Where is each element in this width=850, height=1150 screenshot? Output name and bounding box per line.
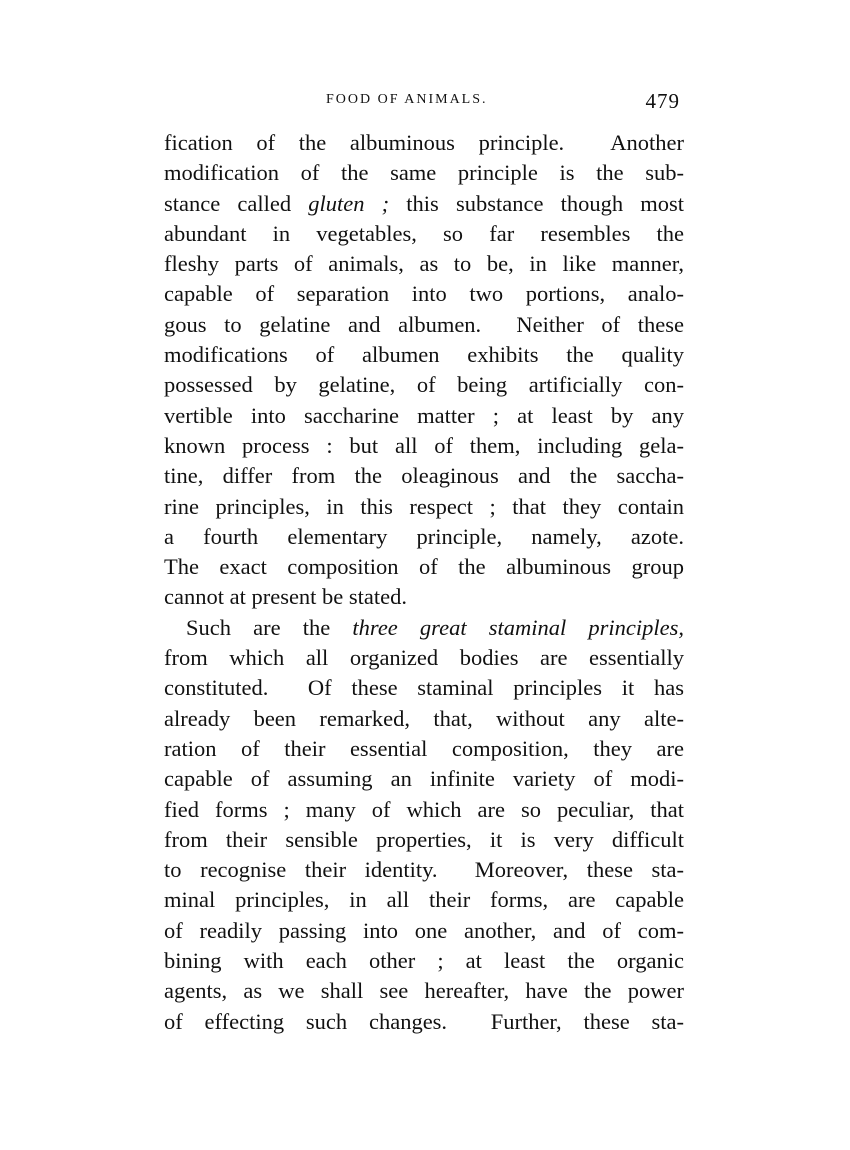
text-line (164, 855, 684, 885)
italic-text: three great staminal principles, (352, 614, 684, 640)
text-line (164, 673, 684, 703)
text-line (164, 946, 684, 976)
text-segment: fleshy parts of animals, as to be, in like manner, (164, 251, 684, 277)
text-segment: fied forms ; many of which are so peculiar, that (164, 796, 684, 822)
text-segment: a fourth elementary principle, namely, azote. (164, 523, 684, 549)
text-line (164, 401, 684, 431)
text-line (164, 189, 684, 219)
text-segment: to recognise their identity. Moreover, these sta- (164, 857, 684, 883)
text-segment: ration of their essential composition, they are (164, 735, 684, 761)
running-header (164, 89, 684, 116)
page-number: 479 (645, 89, 680, 113)
text-line (164, 340, 684, 370)
text-line (164, 734, 684, 764)
text-segment: possessed by gelatine, of being artificially con- (164, 372, 684, 398)
text-segment: cannot at present be stated. (164, 584, 408, 610)
text-segment: rine principles, in this respect ; that they contain (164, 493, 684, 519)
text-segment: abundant in vegetables, so far resembles the (164, 220, 684, 246)
text-line (164, 461, 684, 491)
text-line (164, 916, 684, 946)
text-line (164, 492, 684, 522)
text-line (164, 795, 684, 825)
italic-text: gluten ; (308, 190, 390, 216)
text-segment: stance called (164, 190, 309, 216)
text-line (164, 552, 684, 582)
text-line (164, 582, 684, 612)
text-segment: from which all organized bodies are essentially (164, 645, 684, 671)
text-segment: vertible into saccharine matter ; at least by any (164, 402, 684, 428)
text-line (164, 885, 684, 915)
text-line (164, 1007, 684, 1037)
text-line (164, 279, 684, 309)
text-segment: from their sensible properties, it is very difficult (164, 826, 684, 852)
text-line (164, 310, 684, 340)
text-line (164, 643, 684, 673)
text-line (164, 976, 684, 1006)
text-segment: of effecting such changes. Further, these sta- (164, 1008, 684, 1034)
text-segment: modifications of albumen exhibits the quality (164, 342, 684, 368)
text-segment: capable of separation into two portions, analo- (164, 281, 684, 307)
text-line (164, 704, 684, 734)
text-line (164, 613, 684, 643)
running-title: FOOD OF ANIMALS. (326, 92, 488, 107)
text-segment: known process : but all of them, including gela- (164, 432, 684, 458)
text-line (164, 158, 684, 188)
text-segment: The exact composition of the albuminous group (164, 554, 684, 580)
text-line (164, 764, 684, 794)
text-segment: of readily passing into one another, and of com- (164, 917, 684, 943)
text-segment: agents, as we shall see hereafter, have the power (164, 978, 684, 1004)
text-segment: minal principles, in all their forms, are capable (164, 887, 684, 913)
text-line (164, 249, 684, 279)
text-segment: bining with each other ; at least the organic (164, 948, 684, 974)
text-segment: tine, differ from the oleaginous and the saccha- (164, 463, 684, 489)
text-line (164, 431, 684, 461)
text-segment: Such are the (186, 614, 353, 640)
text-segment: gous to gelatine and albumen. Neither of these (164, 311, 684, 337)
text-line (164, 128, 684, 158)
text-line (164, 522, 684, 552)
text-segment: this substance though most (389, 190, 684, 216)
text-line (164, 370, 684, 400)
text-line (164, 825, 684, 855)
text-segment: capable of assuming an infinite variety of modi- (164, 766, 684, 792)
body-text (164, 128, 684, 1037)
text-segment: constituted. Of these staminal principles it has (164, 675, 684, 701)
text-segment: already been remarked, that, without any alte- (164, 705, 684, 731)
text-segment: modification of the same principle is the sub- (164, 160, 684, 186)
text-segment: fication of the albuminous principle. Another (164, 130, 684, 155)
text-line (164, 219, 684, 249)
